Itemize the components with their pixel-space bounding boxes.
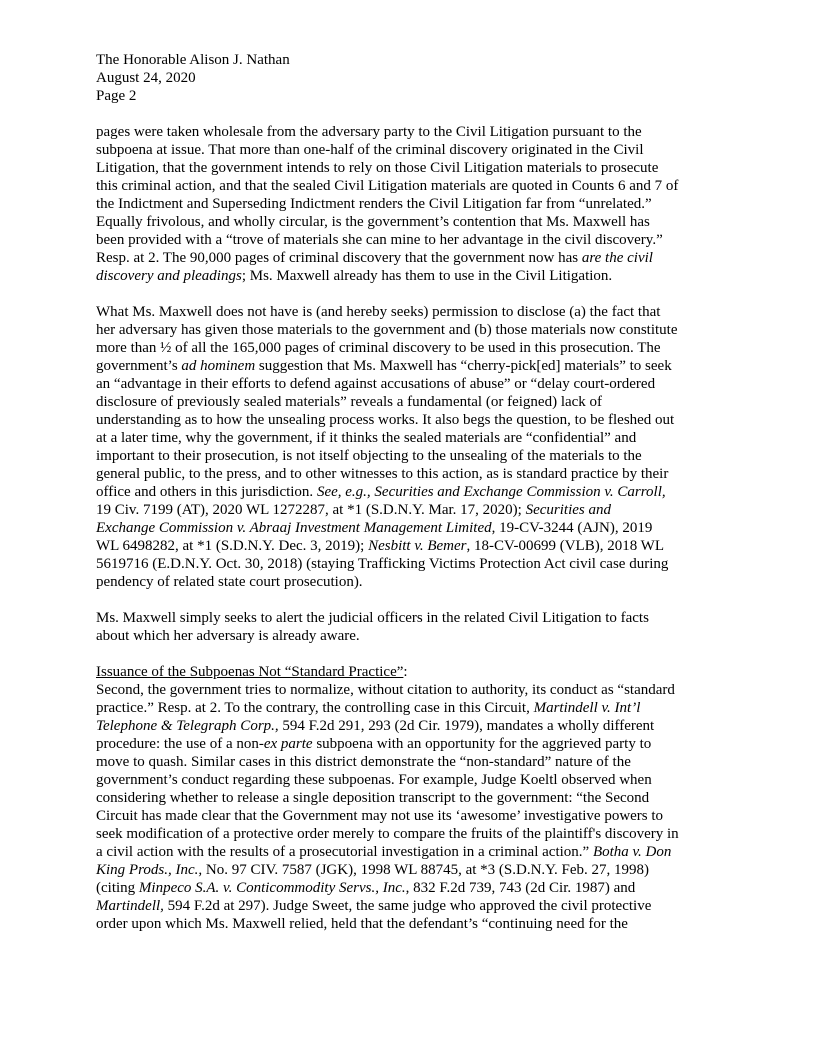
text-line — [96, 357, 720, 375]
text-run: 5619716 (E.D.N.Y. Oct. 30, 2018) (staying Trafficking Victims Protection Act civil case during — [96, 556, 669, 572]
body-paragraph — [96, 609, 720, 645]
text-run: Equally frivolous, and wholly circular, is the government’s contention that Ms. Maxwell has — [96, 214, 650, 230]
text-run: , 832 F.2d 739, 743 (2d Cir. 1987) and — [405, 880, 636, 896]
text-line — [96, 267, 720, 285]
text-run: 594 F.2d at 297). Judge Sweet, the same judge who approved the civil protective — [163, 898, 652, 914]
text-line — [96, 735, 720, 753]
italic-text: Minpeco S.A. v. Conticommodity Servs., Inc. — [138, 880, 406, 896]
italic-text: ad hominem — [181, 358, 256, 374]
text-line — [96, 717, 720, 735]
text-run: 19 Civ. 7199 (AT), 2020 WL 1272287, at *1 (S.D.N.Y. Mar. 17, 2020); — [96, 502, 526, 518]
text-line — [96, 807, 720, 825]
text-line — [96, 501, 720, 519]
italic-text: are the civil — [581, 250, 653, 266]
italic-text: ex parte — [263, 736, 313, 752]
italic-text: Martindell, — [96, 898, 164, 914]
italic-text: Botha v. Don — [592, 844, 672, 860]
text-line — [96, 555, 720, 573]
text-run: ; Ms. Maxwell already has them to use in the Civil Litigation. — [241, 268, 613, 284]
text-line — [96, 825, 720, 843]
text-run: subpoena with an opportunity for the aggrieved party to — [312, 736, 652, 752]
text-run: 594 F.2d 291, 293 (2d Cir. 1979), mandates a wholly different — [278, 718, 655, 734]
text-run: WL 6498282, at *1 (S.D.N.Y. Dec. 3, 2019); — [96, 538, 369, 554]
text-run: about which her adversary is already aware. — [96, 628, 360, 644]
body-paragraph — [96, 123, 720, 285]
text-run: a civil action with the results of a prosecutorial investigation in a criminal action.” — [96, 844, 593, 860]
text-run: , 18-CV-00699 (VLB), 2018 WL — [466, 538, 665, 554]
text-line — [96, 303, 720, 321]
text-line — [96, 321, 720, 339]
body-paragraph — [96, 663, 720, 933]
text-run: Resp. at 2. The 90,000 pages of criminal discovery that the government now has — [96, 250, 582, 266]
text-line — [96, 627, 720, 645]
text-run: more than ½ of all the 165,000 pages of criminal discovery to be used in this prosecution. The — [96, 340, 661, 356]
text-line — [96, 465, 720, 483]
text-run: Circuit has made clear that the Government may not use its ‘awesome’ investigative powers to — [96, 808, 664, 824]
italic-text: Exchange Commission v. Abraaj Investment Management Limited — [96, 520, 492, 536]
text-run: pages were taken wholesale from the adversary party to the Civil Litigation pursuant to the — [96, 124, 642, 140]
text-run: seek modification of a protective order merely to compare the fruits of the plaintiff's discovery in — [96, 826, 679, 842]
text-line — [96, 195, 720, 213]
text-run: order upon which Ms. Maxwell relied, held that the defendant’s “continuing need for the — [96, 916, 628, 932]
text-run: at a later time, why the government, if it thinks the sealed materials are “confidential” and — [96, 430, 637, 446]
text-run: pendency of related state court prosecution). — [96, 574, 363, 590]
text-line — [96, 879, 720, 897]
text-line — [96, 231, 720, 249]
body-paragraph — [96, 303, 720, 591]
text-line — [96, 393, 720, 411]
italic-text: Telephone & Telegraph Corp., — [96, 718, 279, 734]
text-line — [96, 141, 720, 159]
text-run: office and others in this jurisdiction. — [96, 484, 317, 500]
text-line — [96, 519, 720, 537]
text-run: practice.” Resp. at 2. To the contrary, the controlling case in this Circuit, — [96, 700, 534, 716]
italic-text: Martindell v. Int’l — [533, 700, 641, 716]
text-line — [96, 843, 720, 861]
text-line — [96, 159, 720, 177]
text-line — [96, 915, 720, 933]
text-line — [96, 861, 720, 879]
text-run: What Ms. Maxwell does not have is (and hereby seeks) permission to disclose (a) the fact that — [96, 304, 661, 320]
text-line — [96, 897, 720, 915]
italic-text: See, e.g., Securities and Exchange Commission v. Carroll, — [316, 484, 666, 500]
italic-text: discovery and pleadings — [96, 268, 242, 284]
letter-body — [96, 123, 720, 933]
page-number: Page 2 — [96, 88, 137, 104]
text-line — [96, 447, 720, 465]
text-run: general public, to the press, and to other witnesses to this action, as is standard practice by their — [96, 466, 669, 482]
text-run: Ms. Maxwell simply seeks to alert the judicial officers in the related Civil Litigation to facts — [96, 610, 649, 626]
italic-text: Securities and — [525, 502, 611, 518]
text-run: considering whether to release a single deposition transcript to the government: “the Second — [96, 790, 650, 806]
text-run: move to quash. Similar cases in this district demonstrate the “non-standard” nature of the — [96, 754, 631, 770]
letter-page — [96, 51, 720, 933]
text-run: (citing — [96, 880, 139, 896]
text-line — [96, 663, 720, 681]
text-line — [96, 483, 720, 501]
text-run: : — [403, 664, 408, 680]
text-run: government’s conduct regarding these subpoenas. For example, Judge Koeltl observed when — [96, 772, 652, 788]
text-run: been provided with a “trove of materials she can mine to her advantage in the civil discovery.” — [96, 232, 663, 248]
text-line — [96, 375, 720, 393]
text-line — [96, 609, 720, 627]
text-line — [96, 213, 720, 231]
text-run: procedure: the use of a non- — [96, 736, 264, 752]
text-line — [96, 339, 720, 357]
text-line — [96, 429, 720, 447]
text-line — [96, 573, 720, 591]
text-run: important to their prosecution, is not itself objecting to the unsealing of the materials to the — [96, 448, 642, 464]
text-run: suggestion that Ms. Maxwell has “cherry-pick[ed] materials” to seek — [255, 358, 672, 374]
text-line — [96, 177, 720, 195]
text-line — [96, 789, 720, 807]
text-run: , 19-CV-3244 (AJN), 2019 — [491, 520, 653, 536]
text-run: an “advantage in their efforts to defend against accusations of abuse” or “delay court-ordered — [96, 376, 656, 392]
text-run: Second, the government tries to normalize, without citation to authority, its conduct as “standard — [96, 682, 675, 698]
section-heading: Issuance of the Subpoenas Not “Standard Practice” — [96, 664, 404, 680]
text-line — [96, 537, 720, 555]
date-line: August 24, 2020 — [96, 70, 196, 86]
recipient-line: The Honorable Alison J. Nathan — [96, 52, 290, 68]
text-line — [96, 411, 720, 429]
text-run: understanding as to how the unsealing process works. It also begs the question, to be fleshed out — [96, 412, 675, 428]
text-run: Litigation, that the government intends to rely on those Civil Litigation materials to prosecute — [96, 160, 659, 176]
text-line — [96, 753, 720, 771]
letter-header — [96, 51, 720, 105]
text-line — [96, 249, 720, 267]
text-line — [96, 681, 720, 699]
text-line — [96, 771, 720, 789]
italic-text: King Prods., Inc., — [96, 862, 203, 878]
text-run: government’s — [96, 358, 182, 374]
text-run: this criminal action, and that the sealed Civil Litigation materials are quoted in Counts 6 and 7 of — [96, 178, 679, 194]
text-line — [96, 123, 720, 141]
text-run: disclosure of previously sealed materials” reveals a fundamental (or feigned) lack of — [96, 394, 603, 410]
text-run: No. 97 CIV. 7587 (JGK), 1998 WL 88745, at *3 (S.D.N.Y. Feb. 27, 1998) — [202, 862, 650, 878]
text-line — [96, 699, 720, 717]
text-run: her adversary has given those materials to the government and (b) those materials now constitute — [96, 322, 678, 338]
text-run: subpoena at issue. That more than one-half of the criminal discovery originated in the Civil — [96, 142, 644, 158]
text-run: the Indictment and Superseding Indictment renders the Civil Litigation far from “unrelated.” — [96, 196, 652, 212]
italic-text: Nesbitt v. Bemer — [368, 538, 467, 554]
